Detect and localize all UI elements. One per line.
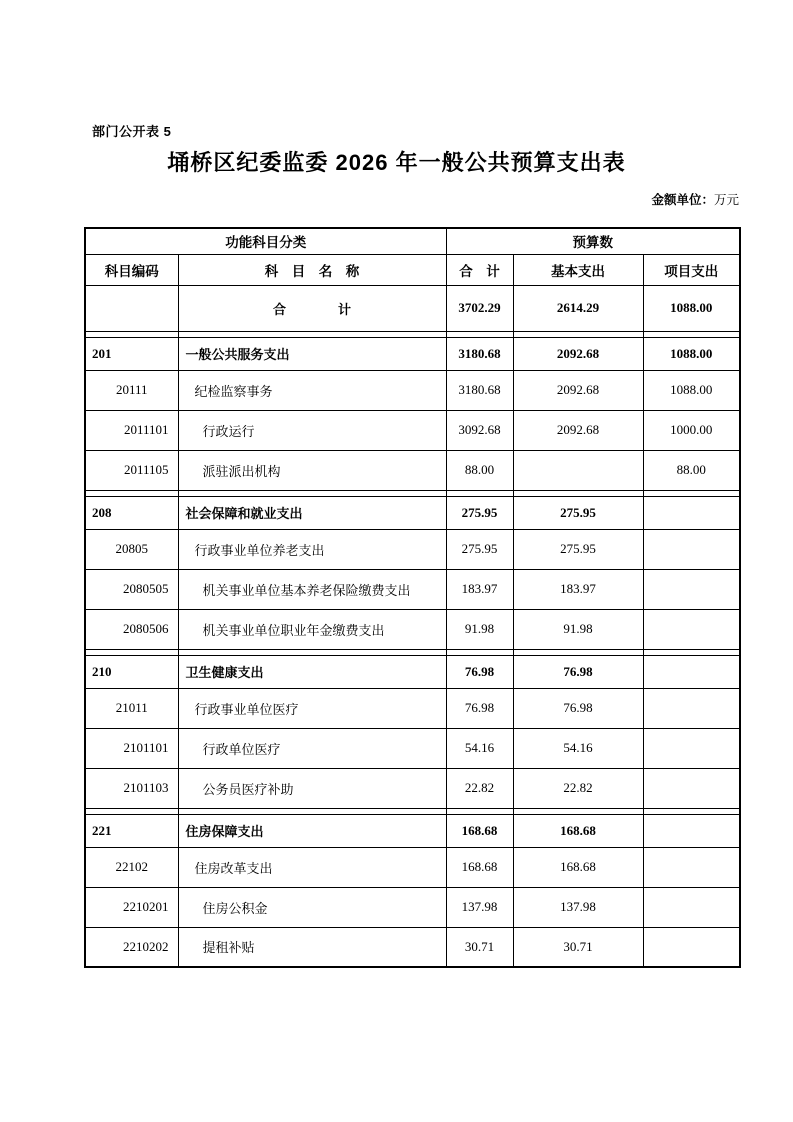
project-cell (643, 768, 740, 808)
header-budget-figures: 预算数 (446, 228, 740, 254)
name-cell: 住房保障支出 (178, 814, 446, 847)
basic-cell: 22.82 (513, 768, 643, 808)
basic-cell: 2614.29 (513, 285, 643, 331)
total-cell: 88.00 (446, 450, 513, 490)
project-cell: 1088.00 (643, 337, 740, 370)
project-cell (643, 655, 740, 688)
table-row (85, 847, 740, 887)
table-row (85, 496, 740, 529)
name-cell: 住房改革支出 (178, 847, 446, 887)
name-cell: 住房公积金 (178, 887, 446, 927)
code-cell: 2101103 (85, 768, 178, 808)
table-row (85, 450, 740, 490)
header-column-row (85, 254, 740, 285)
unit-line (84, 190, 739, 208)
table-row (85, 410, 740, 450)
table-row (85, 370, 740, 410)
table-row (85, 529, 740, 569)
header-subject-name: 科 目 名 称 (178, 254, 446, 285)
page-title: 埇桥区纪委监委 2026 年一般公共预算支出表 (167, 150, 626, 175)
total-cell: 3180.68 (446, 370, 513, 410)
name-cell: 合 计 (178, 285, 446, 331)
table-row (85, 609, 740, 649)
basic-cell: 91.98 (513, 609, 643, 649)
basic-cell (513, 450, 643, 490)
table-row (85, 337, 740, 370)
code-cell: 20111 (85, 370, 178, 410)
table-row (85, 688, 740, 728)
total-cell: 183.97 (446, 569, 513, 609)
code-cell: 210 (85, 655, 178, 688)
name-cell: 派驻派出机构 (178, 450, 446, 490)
project-cell (643, 609, 740, 649)
table-row (85, 927, 740, 967)
header-group-row (85, 228, 740, 254)
code-cell: 2011105 (85, 450, 178, 490)
code-cell: 2210202 (85, 927, 178, 967)
budget-table (84, 227, 741, 968)
code-cell: 201 (85, 337, 178, 370)
basic-cell: 30.71 (513, 927, 643, 967)
code-cell (85, 285, 178, 331)
unit-label: 金额单位： (651, 193, 714, 207)
name-cell: 提租补贴 (178, 927, 446, 967)
name-cell: 行政事业单位医疗 (178, 688, 446, 728)
basic-cell: 275.95 (513, 529, 643, 569)
project-cell (643, 496, 740, 529)
project-cell (643, 569, 740, 609)
code-cell: 2011101 (85, 410, 178, 450)
basic-cell: 168.68 (513, 847, 643, 887)
name-cell: 机关事业单位职业年金缴费支出 (178, 609, 446, 649)
code-cell: 21011 (85, 688, 178, 728)
table-row (85, 569, 740, 609)
project-cell (643, 529, 740, 569)
name-cell: 社会保障和就业支出 (178, 496, 446, 529)
total-cell: 76.98 (446, 655, 513, 688)
basic-cell: 2092.68 (513, 337, 643, 370)
project-cell (643, 847, 740, 887)
basic-cell: 76.98 (513, 688, 643, 728)
code-cell: 22102 (85, 847, 178, 887)
total-cell: 168.68 (446, 814, 513, 847)
code-cell: 2101101 (85, 728, 178, 768)
code-cell: 20805 (85, 529, 178, 569)
table-row (85, 768, 740, 808)
table-row (85, 285, 740, 331)
basic-cell: 2092.68 (513, 410, 643, 450)
project-cell (643, 927, 740, 967)
total-cell: 3092.68 (446, 410, 513, 450)
basic-cell: 168.68 (513, 814, 643, 847)
name-cell: 卫生健康支出 (178, 655, 446, 688)
code-cell: 208 (85, 496, 178, 529)
total-cell: 22.82 (446, 768, 513, 808)
project-cell (643, 887, 740, 927)
header-basic-expenditure: 基本支出 (513, 254, 643, 285)
project-cell: 1088.00 (643, 285, 740, 331)
project-cell (643, 814, 740, 847)
header-total: 合 计 (446, 254, 513, 285)
project-cell (643, 728, 740, 768)
name-cell: 行政单位医疗 (178, 728, 446, 768)
total-cell: 168.68 (446, 847, 513, 887)
basic-cell: 137.98 (513, 887, 643, 927)
name-cell: 一般公共服务支出 (178, 337, 446, 370)
table-row (85, 814, 740, 847)
code-cell: 2080505 (85, 569, 178, 609)
basic-cell: 275.95 (513, 496, 643, 529)
total-cell: 30.71 (446, 927, 513, 967)
code-cell: 2080506 (85, 609, 178, 649)
table-row (85, 728, 740, 768)
budget-table-header (85, 228, 740, 285)
project-cell: 1000.00 (643, 410, 740, 450)
total-cell: 54.16 (446, 728, 513, 768)
name-cell: 机关事业单位基本养老保险缴费支出 (178, 569, 446, 609)
name-cell: 纪检监察事务 (178, 370, 446, 410)
total-cell: 91.98 (446, 609, 513, 649)
header-subject-code: 科目编码 (85, 254, 178, 285)
table-row (85, 655, 740, 688)
project-cell (643, 688, 740, 728)
basic-cell: 76.98 (513, 655, 643, 688)
code-cell: 2210201 (85, 887, 178, 927)
total-cell: 3702.29 (446, 285, 513, 331)
name-cell: 行政事业单位养老支出 (178, 529, 446, 569)
unit-value: 万元 (713, 193, 739, 207)
budget-table-body (85, 285, 740, 967)
total-cell: 137.98 (446, 887, 513, 927)
table-row (85, 887, 740, 927)
name-cell: 行政运行 (178, 410, 446, 450)
total-cell: 76.98 (446, 688, 513, 728)
basic-cell: 54.16 (513, 728, 643, 768)
header-function-classification: 功能科目分类 (85, 228, 446, 254)
name-cell: 公务员医疗补助 (178, 768, 446, 808)
total-cell: 275.95 (446, 529, 513, 569)
total-cell: 275.95 (446, 496, 513, 529)
project-cell: 1088.00 (643, 370, 740, 410)
code-cell: 221 (85, 814, 178, 847)
basic-cell: 2092.68 (513, 370, 643, 410)
doc-table-label: 部门公开表 5 (92, 124, 172, 139)
basic-cell: 183.97 (513, 569, 643, 609)
project-cell: 88.00 (643, 450, 740, 490)
total-cell: 3180.68 (446, 337, 513, 370)
header-project-expenditure: 项目支出 (643, 254, 740, 285)
